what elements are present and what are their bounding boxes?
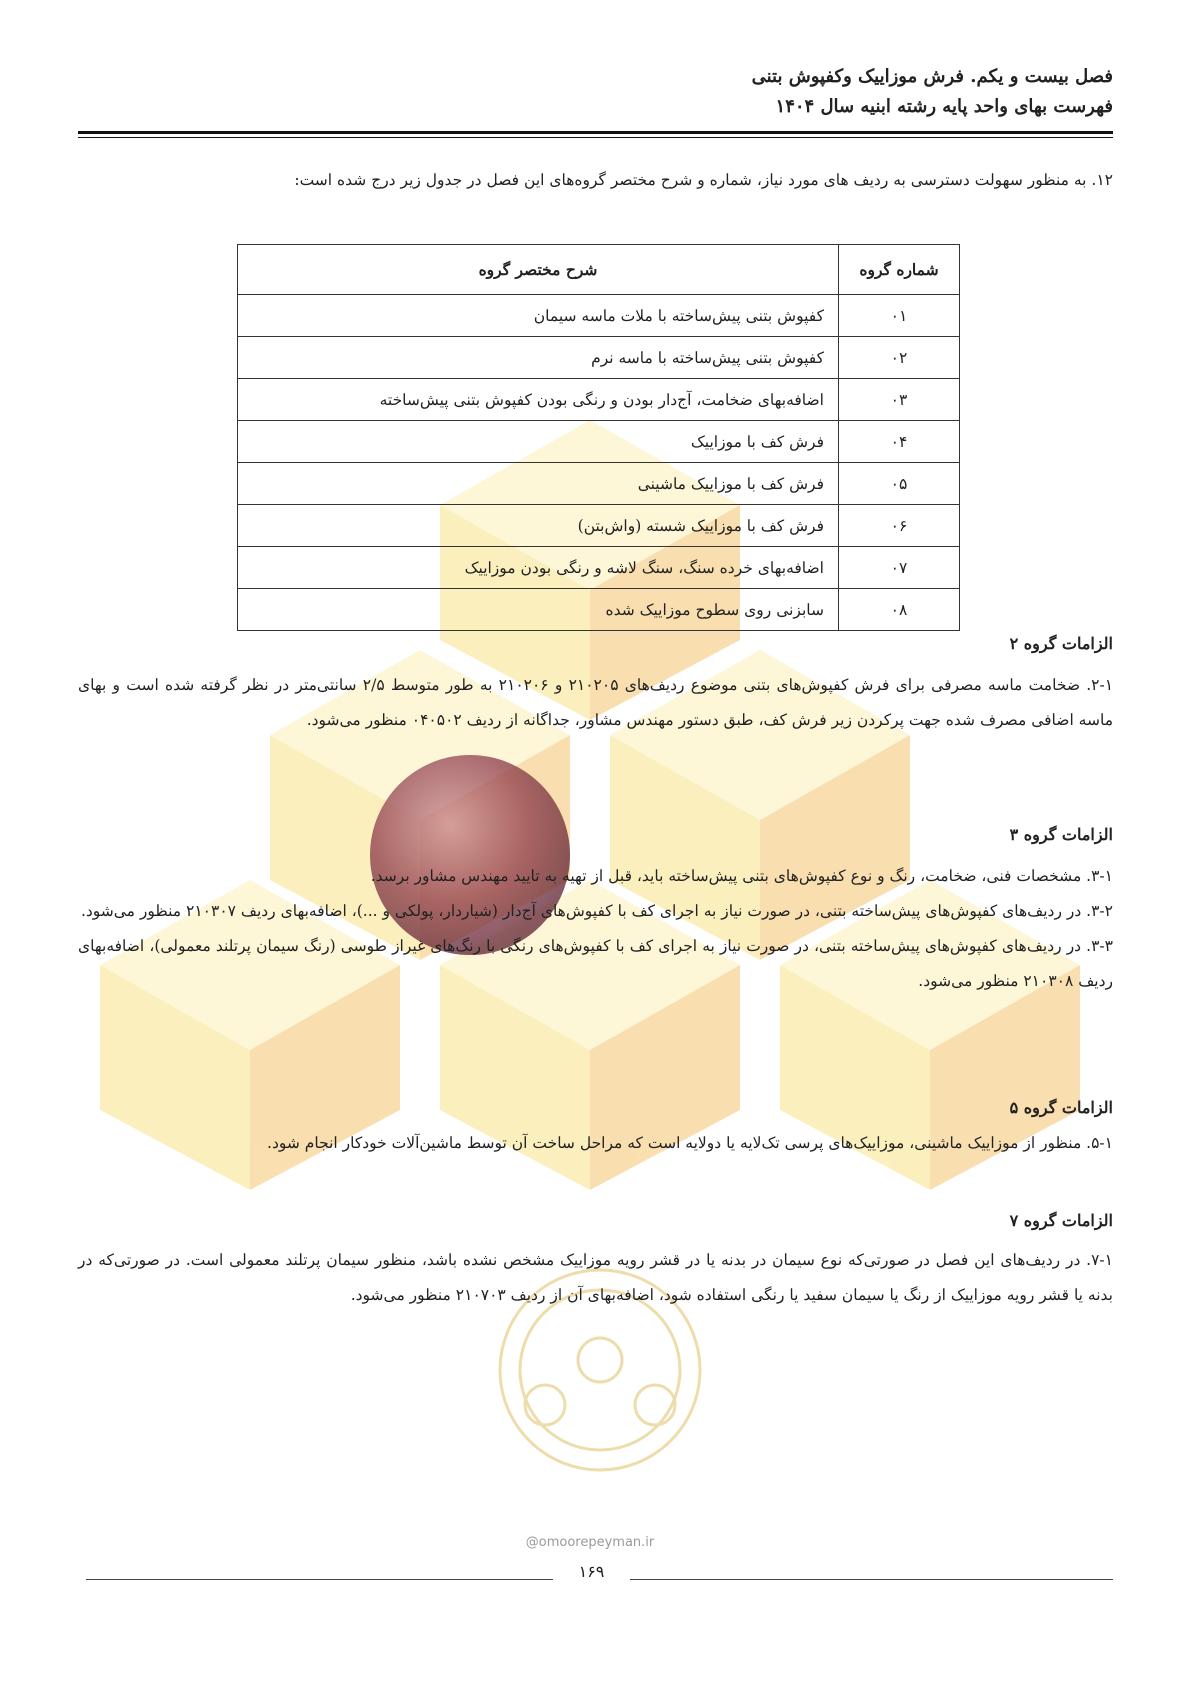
group-number-cell: ۰۷ <box>839 547 960 589</box>
table-row <box>238 295 960 337</box>
section-title: الزامات گروه ۲ <box>1009 634 1113 653</box>
section-paragraph: ۳-۲. در ردیف‌های کفپوش‌های پیش‌ساخته بتنی، در صورت نیاز به اجرای کف با کفپوش‌های آج‌دار (شیاردار، پولکی و ...)، اضافه‌بهای ردیف ۲۱۰۳۰۷ منظور می‌شود. <box>80 902 1113 920</box>
group-number-cell: ۰۸ <box>839 589 960 631</box>
table-header-row <box>238 245 960 295</box>
header-description: شرح مختصر گروه <box>238 245 839 295</box>
header-rule-thick <box>78 131 1113 134</box>
section-title: الزامات گروه ۷ <box>1009 1211 1113 1230</box>
intro-paragraph: ۱۲. به منظور سهولت دسترسی به ردیف های مورد نیاز، شماره و شرح مختصر گروه‌های این فصل در جدول زیر درج شده است: <box>294 171 1113 189</box>
footer-rule-left <box>86 1579 553 1580</box>
section-group-7 <box>78 1209 1113 1313</box>
groups-table <box>237 244 960 631</box>
section-paragraph: ۷-۱. در ردیف‌های این فصل در صورتی‌که نوع سیمان در بدنه یا در قشر رویه موزاییک مشخص نشده باشد، منظور سیمان پرتلند معمولی است. در صورتی‌که در بدنه یا قشر رویه موزاییک از رنگ یا سیمان سفید یا رنگی استفاده شود، اضافه‌بهای آن از ردیف ۲۱۰۷۰۳ منظور می‌شود. <box>78 1251 1113 1304</box>
section-group-5 <box>78 1096 1113 1161</box>
group-description-cell: فرش کف با موزاییک <box>238 421 839 463</box>
group-description-cell: فرش کف با موزاییک ماشینی <box>238 463 839 505</box>
table-row <box>238 337 960 379</box>
group-description-cell: اضافه‌بهای خرده سنگ، سنگ لاشه و رنگی بودن موزاییک <box>238 547 839 589</box>
section-paragraph: ۲-۱. ضخامت ماسه مصرفی برای فرش کفپوش‌های بتنی موضوع ردیف‌های ۲۱۰۲۰۵ و ۲۱۰۲۰۶ به طور متوسط ۲/۵ سانتی‌متر در نظر گرفته شده است و بهای ماسه اضافی مصرف شده جهت پرکردن زیر فرش کف، طبق دستور مهندس مشاور، جداگانه از ردیف ۰۴۰۵۰۲ منظور می‌شود. <box>78 676 1114 729</box>
section-group-2 <box>78 632 1113 738</box>
group-number-cell: ۰۶ <box>839 505 960 547</box>
group-description-cell: اضافه‌بهای ضخامت، آج‌دار بودن و رنگی بودن کفپوش بتنی پیش‌ساخته <box>238 379 839 421</box>
group-number-cell: ۰۱ <box>839 295 960 337</box>
section-title: الزامات گروه ۳ <box>1009 825 1113 844</box>
chapter-title: فصل بیست و یکم. فرش موزاییک وکفپوش بتنی <box>751 66 1113 87</box>
watermark-site-label: @omoorepeyman.ir <box>525 1535 655 1550</box>
section-paragraph: ۵-۱. منظور از موزاییک ماشینی، موزاییک‌های پرسی تک‌لایه یا دولایه است که مراحل ساخت آن توسط ماشین‌آلات خودکار انجام شود. <box>267 1134 1113 1152</box>
page-header <box>78 62 1113 122</box>
group-description-cell: فرش کف با موزاییک شسته (واش‌بتن) <box>238 505 839 547</box>
group-description-cell: کفپوش بتنی پیش‌ساخته با ماسه نرم <box>238 337 839 379</box>
section-paragraph: ۳-۱. مشخصات فنی، ضخامت، رنگ و نوع کفپوش‌های بتنی پیش‌ساخته باید، قبل از تهیه به تایید مهندس مشاور برسد. <box>370 867 1113 885</box>
table-row <box>238 505 960 547</box>
footer-rule-right <box>630 1579 1113 1580</box>
section-group-3 <box>78 823 1113 999</box>
group-number-cell: ۰۳ <box>839 379 960 421</box>
table-row <box>238 547 960 589</box>
section-paragraph: ۳-۳. در ردیف‌های کفپوش‌های پیش‌ساخته بتنی، در صورت نیاز به اجرای کف با کفپوش‌های رنگی با رنگ‌های غیراز طوسی (رنگ سیمان پرتلند معمولی)، اضافه‌بهای ردیف ۲۱۰۳۰۸ منظور می‌شود. <box>78 937 1113 990</box>
group-description-cell: سابزنی روی سطوح موزاییک شده <box>238 589 839 631</box>
group-number-cell: ۰۲ <box>839 337 960 379</box>
table-row <box>238 421 960 463</box>
group-number-cell: ۰۴ <box>839 421 960 463</box>
header-rule-thin <box>78 137 1113 138</box>
group-description-cell: کفپوش بتنی پیش‌ساخته با ملات ماسه سیمان <box>238 295 839 337</box>
table-row <box>238 463 960 505</box>
page-number: ۱۶۹ <box>578 1562 605 1581</box>
table-row <box>238 379 960 421</box>
table-row <box>238 589 960 631</box>
header-group-number: شماره گروه <box>839 245 960 295</box>
section-title: الزامات گروه ۵ <box>1009 1098 1113 1117</box>
document-subtitle: فهرست بهای واحد پایه رشته ابنیه سال ۱۴۰۴ <box>775 96 1113 117</box>
group-number-cell: ۰۵ <box>839 463 960 505</box>
